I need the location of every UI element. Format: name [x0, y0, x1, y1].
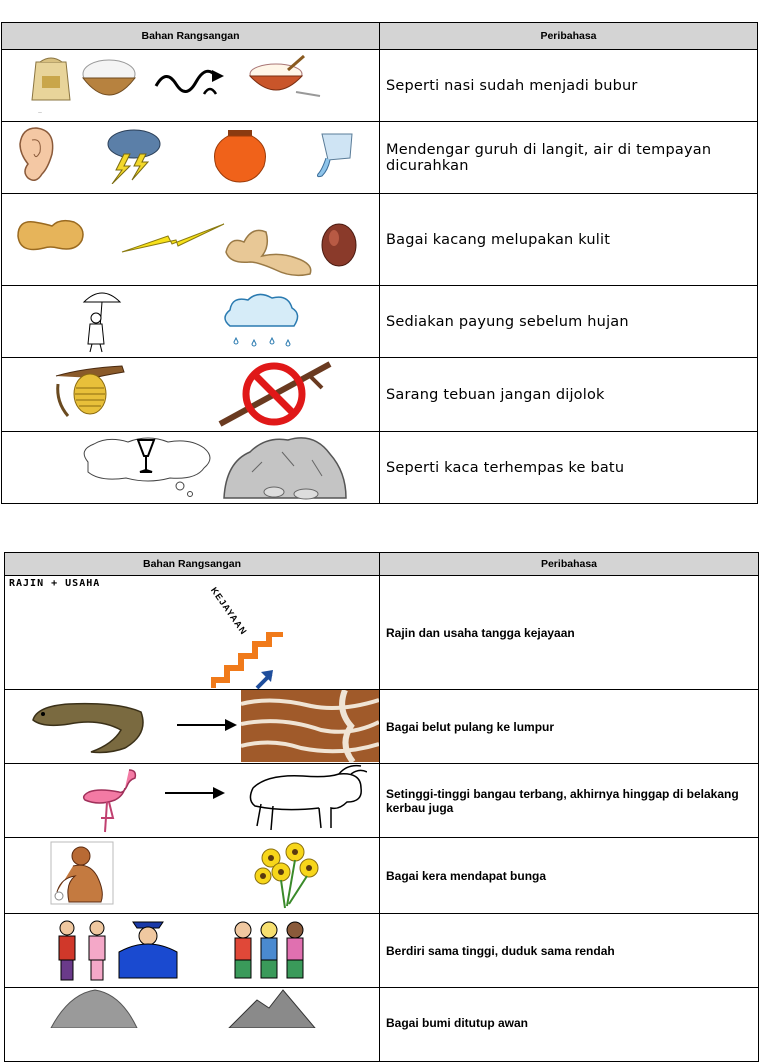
arrow-right-icon [177, 718, 237, 732]
proverb-text: Bagai kacang melupakan kulit [380, 194, 758, 286]
proverb-text: Sediakan payung sebelum hujan [380, 286, 758, 358]
monkey-icon [49, 840, 115, 906]
table-header-row [5, 553, 759, 576]
seated-children-icon [229, 916, 313, 982]
table-row [5, 914, 759, 988]
proverb-text: Bagai belut pulang ke lumpur [380, 690, 759, 764]
proverb-text: Rajin dan usaha tangga kejayaan [380, 576, 759, 690]
flowers-icon [251, 840, 325, 910]
picture-cell [5, 764, 380, 838]
picture-cell [2, 50, 380, 122]
proverb-text: Seperti nasi sudah menjadi bubur [380, 50, 758, 122]
picture-cell [2, 432, 380, 504]
mud-icon [241, 690, 379, 762]
buffalo-icon [243, 764, 367, 836]
eel-icon [29, 694, 149, 756]
table-row [5, 988, 759, 1062]
picture-cell [2, 122, 380, 194]
squiggle-arrow-icon [154, 66, 232, 98]
rice-bowl-icon [80, 56, 138, 104]
table-row [5, 576, 759, 690]
thundercloud-icon [104, 126, 164, 184]
picture-cell [5, 914, 380, 988]
peanut-shell-icon [222, 222, 316, 278]
proverb-text: Bagai kera mendapat bunga [380, 838, 759, 914]
header-bahan-rangsangan: Bahan Rangsangan [5, 553, 380, 576]
lightning-icon [120, 222, 226, 258]
header-peribahasa: Peribahasa [380, 553, 759, 576]
proverb-text: Bagai bumi ditutup awan [380, 988, 759, 1062]
proverb-table-2 [4, 552, 759, 1062]
picture-cell [2, 194, 380, 286]
arrow-up-icon [253, 668, 277, 690]
picture-cell [2, 358, 380, 432]
kejayaan-label: KEJAYAAN [208, 585, 250, 637]
picture-cell [2, 286, 380, 358]
table-header-row [2, 23, 758, 50]
rajin-usaha-label: RAJIN + USAHA [9, 578, 101, 589]
proverb-text: Mendengar guruh di langit, air di tempayan dicurahkan [380, 122, 758, 194]
ear-icon [14, 124, 58, 186]
clay-pot-icon [210, 128, 270, 184]
table-row [5, 838, 759, 914]
wasp-nest-icon [54, 362, 126, 424]
header-bahan-rangsangan: Bahan Rangsangan [2, 23, 380, 50]
table-row [5, 690, 759, 764]
picture-cell [5, 690, 380, 764]
clipart-credit: — [38, 110, 42, 115]
table-row [5, 764, 759, 838]
table-row [2, 50, 758, 122]
picture-cell [5, 838, 380, 914]
proverb-text: Sarang tebuan jangan dijolok [380, 358, 758, 432]
picture-cell [5, 988, 380, 1062]
gravel-pile-icon [49, 988, 139, 1028]
proverb-text: Berdiri sama tinggi, duduk sama rendah [380, 914, 759, 988]
table-row [2, 358, 758, 432]
table-row [2, 432, 758, 504]
rain-cloud-icon [220, 290, 302, 354]
rock-peak-icon [227, 988, 317, 1028]
proverb-table-1 [1, 22, 758, 504]
person-umbrella-icon [78, 288, 124, 354]
table-row [2, 122, 758, 194]
table-row [2, 286, 758, 358]
standing-people-icon [53, 916, 187, 984]
thought-glass-icon [78, 436, 216, 500]
header-peribahasa: Peribahasa [380, 23, 758, 50]
flamingo-icon [79, 766, 141, 834]
table-row [2, 194, 758, 286]
arrow-right-icon [165, 786, 225, 800]
no-stick-icon [218, 360, 334, 428]
porridge-bowl-icon [236, 54, 322, 102]
rice-sack-icon [26, 54, 76, 104]
rock-pile-icon [222, 432, 348, 500]
peanut-seed-icon [318, 222, 360, 268]
peanut-icon [12, 216, 88, 256]
pouring-water-icon [312, 130, 358, 180]
proverb-text: Seperti kaca terhempas ke batu [380, 432, 758, 504]
proverb-text: Setinggi-tinggi bangau terbang, akhirnya hinggap di belakang kerbau juga [380, 764, 759, 838]
picture-cell [5, 576, 380, 690]
